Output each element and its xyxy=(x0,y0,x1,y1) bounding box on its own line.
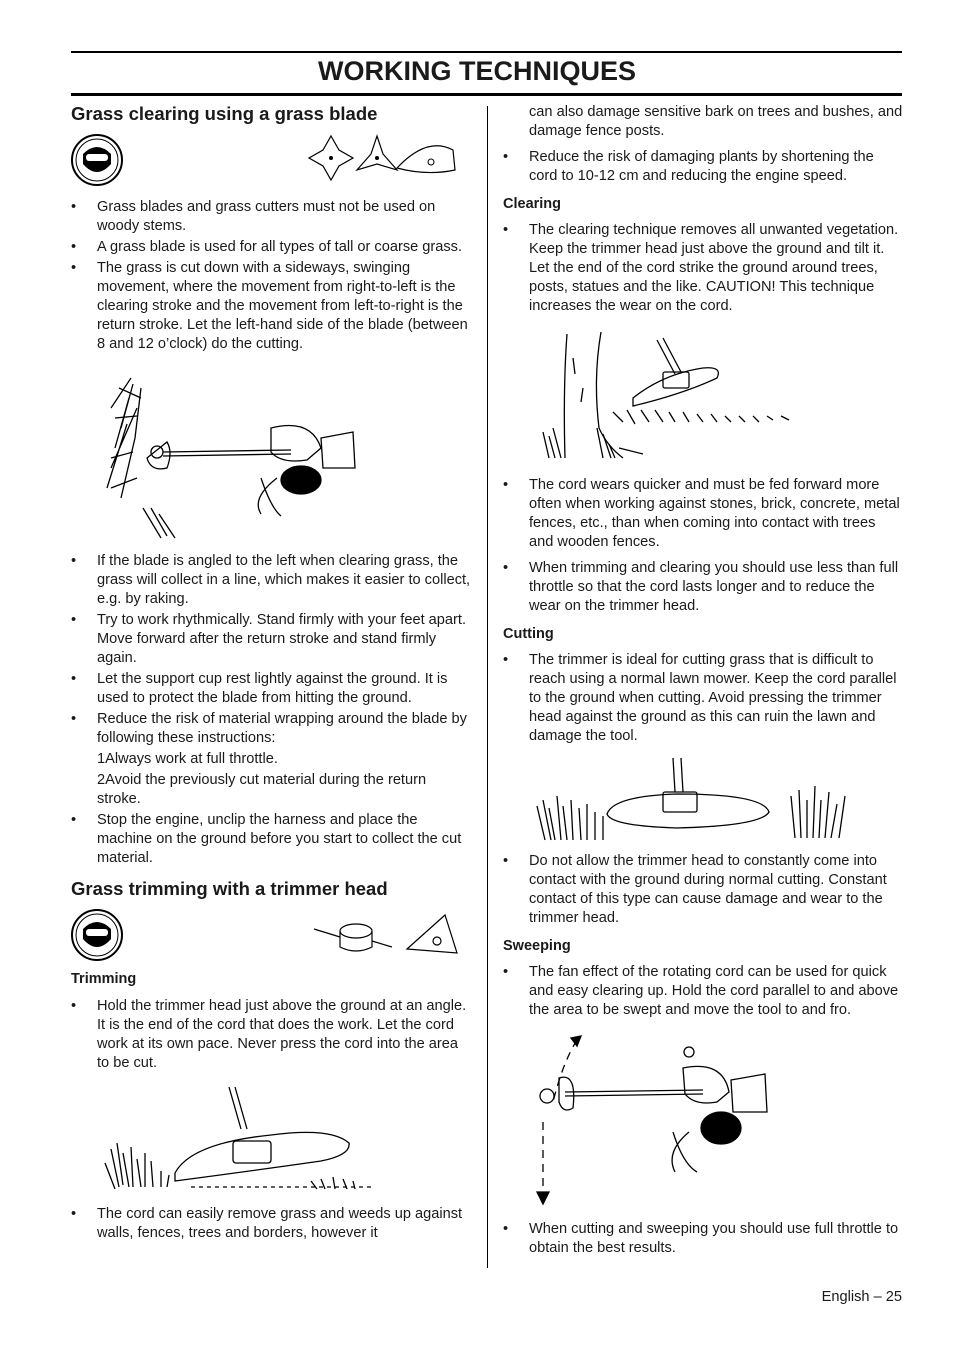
grass-blade-4-tooth-icon xyxy=(309,136,353,180)
page-title: WORKING TECHNIQUES xyxy=(317,56,636,86)
wear-bullet-list xyxy=(503,476,903,616)
trimmer-head-icon xyxy=(314,924,392,951)
list-item: • Grass blades and grass cutters must not be used on woody stems. xyxy=(71,198,471,236)
cutting-illustration xyxy=(503,756,903,848)
page-number: English – 25 xyxy=(821,1289,902,1305)
safety-icons xyxy=(71,134,471,194)
list-item: • The clearing technique removes all unwanted vegetation. Keep the trimmer head just above the ground and tilt it. Let the end of the cord strike the ground around trees, posts, statues and the like. CAUTION! This technique increases the wear on the cord. xyxy=(503,221,903,316)
list-item: • The cord can easily remove grass and weeds up against walls, fences, trees and borders, however it xyxy=(71,1205,471,1243)
list-item: • Try to work rhythmically. Stand firmly with your feet apart. Move forward after the return stroke and stand firmly again. xyxy=(71,611,471,668)
section-title-grass-blade: Grass clearing using a grass blade xyxy=(71,103,378,124)
list-item: • Reduce the risk of damaging plants by shortening the cord to 10-12 cm and reducing the engine speed. xyxy=(503,148,903,186)
left-column xyxy=(71,100,471,1243)
list-item: • The trimmer is ideal for cutting grass that is difficult to reach using a normal lawn mower. Keep the cord parallel to the ground when cutting. Avoid pressing the trimmer head against the ground as this can ruin the lawn and damage the tool. xyxy=(503,651,903,746)
section-title-trimmer-head: Grass trimming with a trimmer head xyxy=(71,878,388,899)
list-item: • The cord wears quicker and must be fed forward more often when working against stones, brick, concrete, metal fences, etc., than when coming into contact with trees and wooden fences. xyxy=(503,476,903,552)
sub-item: 1Always work at full throttle. xyxy=(97,751,278,767)
blade-bullet-list-1 xyxy=(71,198,471,354)
protective-gear-icon xyxy=(72,910,122,960)
blade-icons-row xyxy=(71,134,471,194)
grass-blade-3-tooth-icon xyxy=(357,136,397,170)
top-rule xyxy=(71,51,902,53)
list-item: • The grass is cut down with a sideways, swinging movement, where the movement from right-to-left is the clearing stroke and the movement from left-to-right is the return stroke. Let the left-hand side of the blade (between 8 and 12 o’clock) do the cutting. xyxy=(71,259,471,354)
list-item: • Stop the engine, unclip the harness and place the machine on the ground before you start to collect the cut material. xyxy=(71,811,471,868)
list-item: • When cutting and sweeping you should use full throttle to obtain the best results. xyxy=(503,1220,903,1258)
trimming-illustration xyxy=(71,1083,471,1199)
list-item: • A grass blade is used for all types of tall or coarse grass. xyxy=(71,238,471,257)
list-item: • When trimming and clearing you should use less than full throttle so that the cord lasts longer and to reduce the wear on the trimmer head. xyxy=(503,559,903,616)
title-underline xyxy=(71,93,902,96)
trimmer-icons-row xyxy=(71,909,471,965)
trimming-subtitle: Trimming xyxy=(71,971,137,987)
list-item: • Let the support cup rest lightly against the ground. It is used to protect the blade from hitting the ground. xyxy=(71,670,471,708)
clearing-illustration xyxy=(503,328,903,468)
sweeping-subtitle: Sweeping xyxy=(503,938,571,954)
list-item: • Hold the trimmer head just above the ground at an angle. It is the end of the cord that does the work. Let the cord work at its own pace. Never press the cord into the area to be cut. xyxy=(71,997,471,1073)
right-column xyxy=(503,100,903,1258)
clearing-subtitle: Clearing xyxy=(503,196,562,212)
list-item: • The fan effect of the rotating cord can be used for quick and easy clearing up. Hold the cord parallel to and above the area to be swept and move the tool to and fro. xyxy=(503,963,903,1020)
blade-bullet-list-2 xyxy=(71,552,471,868)
list-item: • Reduce the risk of material wrapping around the blade by following these instructions: xyxy=(71,710,471,748)
trimmer-safety-icons xyxy=(71,909,471,965)
blade-guard-icon xyxy=(397,146,455,173)
continued-text: can also damage sensitive bark on trees and bushes, and damage fence posts. xyxy=(529,104,903,139)
sub-item: 2Avoid the previously cut material during the return stroke. xyxy=(97,772,427,807)
blade-clearing-illustration xyxy=(71,368,471,548)
protective-gear-icon xyxy=(72,135,122,185)
column-divider xyxy=(487,106,488,1268)
list-item: • If the blade is angled to the left when clearing grass, the grass will collect in a line, which makes it easier to collect, e.g. by raking. xyxy=(71,552,471,609)
list-item: • Do not allow the trimmer head to constantly come into contact with the ground during normal cutting. Constant contact of this type can cause damage and wear to the trimmer head. xyxy=(503,852,903,928)
sweeping-illustration xyxy=(503,1032,903,1212)
trimmer-guard-icon xyxy=(407,915,457,953)
cutting-subtitle: Cutting xyxy=(503,626,554,642)
